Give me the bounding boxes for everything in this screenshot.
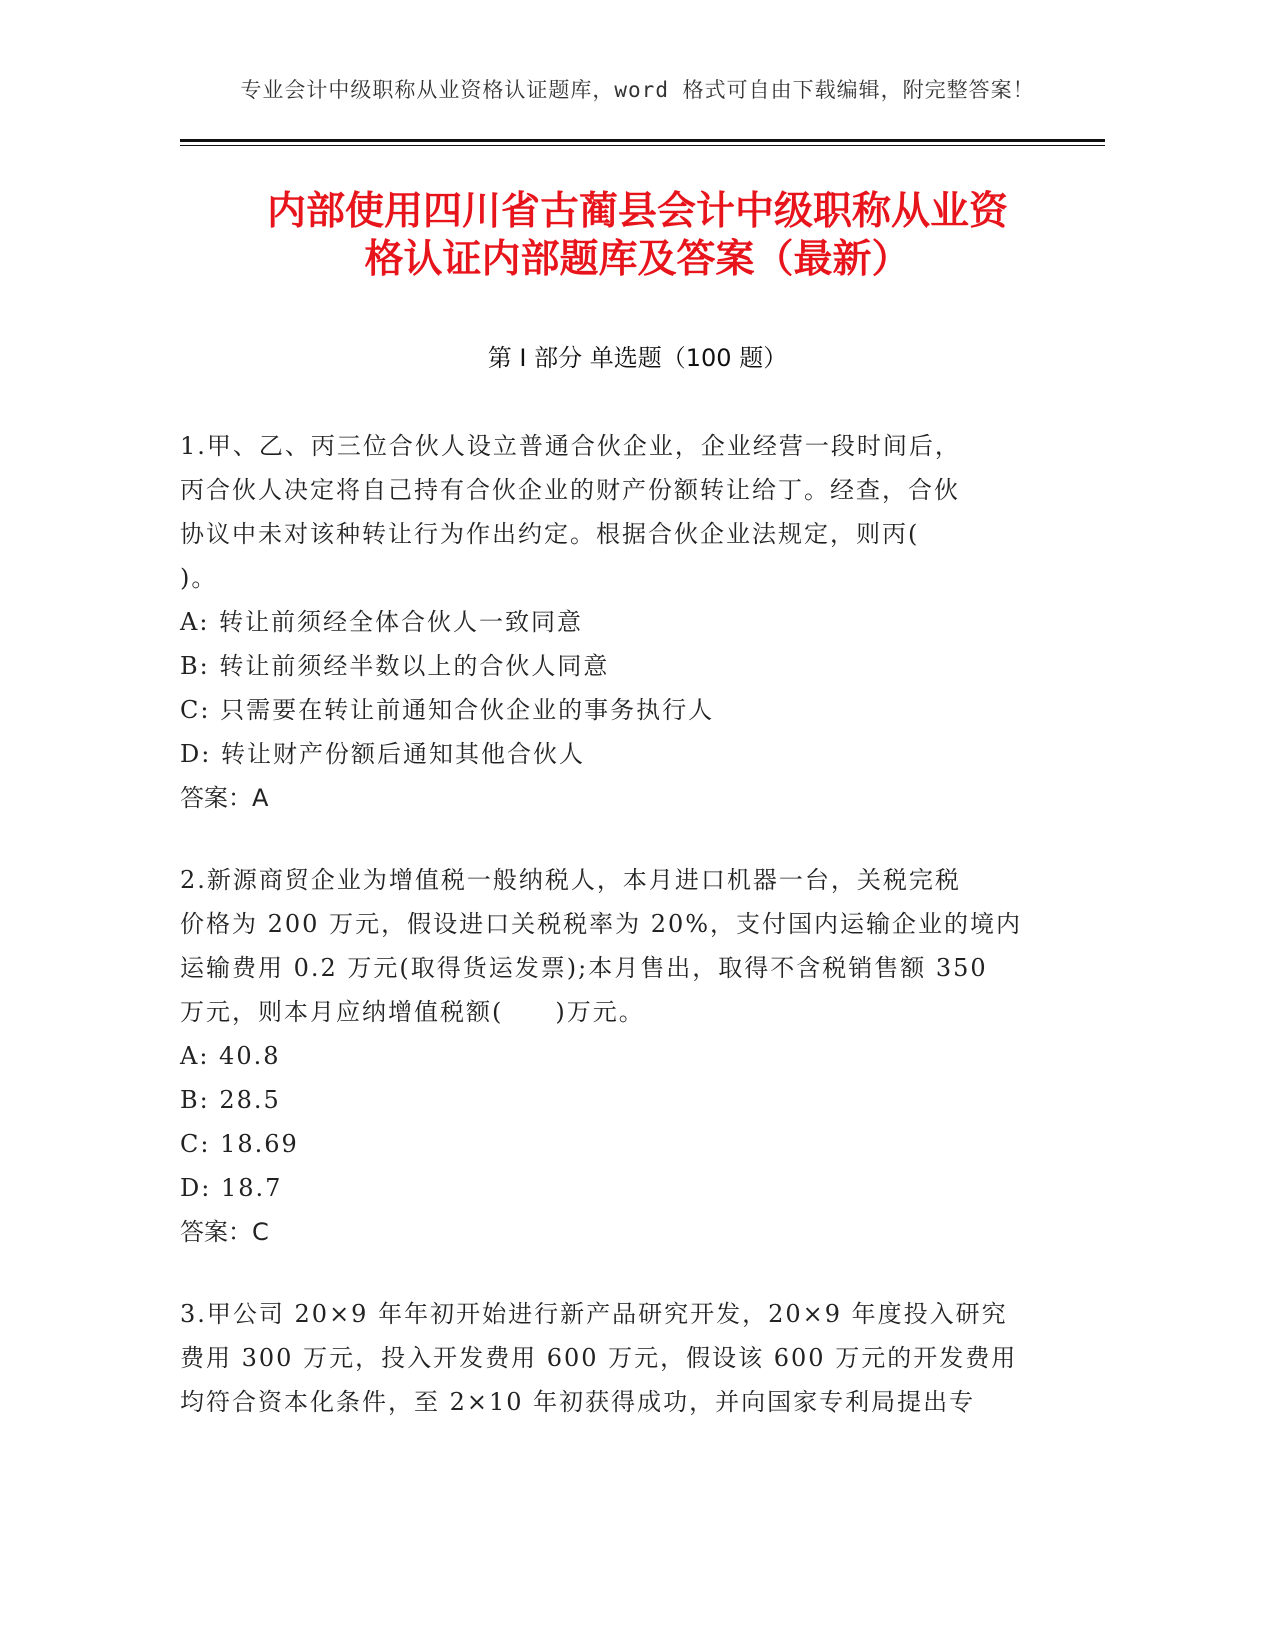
header-divider-thin <box>180 145 1105 146</box>
document-title <box>140 188 1135 284</box>
question-stem-line: 费用 300 万元，投入开发费用 600 万元，假设该 600 万元的开发费用 <box>180 1344 1018 1372</box>
question-stem-line: )。 <box>180 564 218 592</box>
option-b: B: 转让前须经半数以上的合伙人同意 <box>180 652 610 680</box>
question-item <box>180 1292 1040 1424</box>
question-stem-line: 均符合资本化条件，至 2×10 年初获得成功，并向国家专利局提出专 <box>180 1388 976 1416</box>
question-stem-line: 3.甲公司 20×9 年年初开始进行新产品研究开发，20×9 年度投入研究 <box>180 1300 1008 1328</box>
question-stem-line: 协议中未对该种转让行为作出约定。根据合伙企业法规定，则丙( <box>180 520 920 548</box>
option-c: C: 只需要在转让前通知合伙企业的事务执行人 <box>180 696 715 724</box>
question-stem-line: 运输费用 0.2 万元(取得货运发票);本月售出，取得不含税销售额 350 <box>180 954 988 982</box>
section-title: 第 I 部分 单选题（100 题） <box>487 344 788 372</box>
option-a: A: 40.8 <box>180 1042 281 1070</box>
question-stem-line: 价格为 200 万元，假设进口关税税率为 20%，支付国内运输企业的境内 <box>180 910 1023 938</box>
answer-line: 答案：A <box>180 784 269 812</box>
question-item <box>180 424 1040 820</box>
option-b: B: 28.5 <box>180 1086 281 1114</box>
answer-line: 答案：C <box>180 1218 269 1246</box>
header-divider-thick <box>180 139 1105 142</box>
question-stem-line: 1.甲、乙、丙三位合伙人设立普通合伙企业，企业经营一段时间后， <box>180 432 961 460</box>
document-title-line-2: 格认证内部题库及答案（最新） <box>364 237 911 282</box>
header-note: 专业会计中级职称从业资格认证题库，word 格式可自由下载编辑，附完整答案！ <box>240 78 1035 102</box>
option-d: D: 18.7 <box>180 1174 283 1202</box>
question-stem-line: 2.新源商贸企业为增值税一般纳税人，本月进口机器一台，关税完税 <box>180 866 961 894</box>
question-stem-line: 丙合伙人决定将自己持有合伙企业的财产份额转让给丁。经查，合伙 <box>180 476 960 504</box>
question-list <box>180 424 1040 1462</box>
option-c: C: 18.69 <box>180 1130 299 1158</box>
option-a: A: 转让前须经全体合伙人一致同意 <box>180 608 584 636</box>
document-title-line-1: 内部使用四川省古蔺县会计中级职称从业资 <box>266 189 1008 234</box>
option-d: D: 转让财产份额后通知其他合伙人 <box>180 740 585 768</box>
question-stem-line: 万元，则本月应纳增值税额( )万元。 <box>180 998 645 1026</box>
question-item <box>180 858 1040 1254</box>
